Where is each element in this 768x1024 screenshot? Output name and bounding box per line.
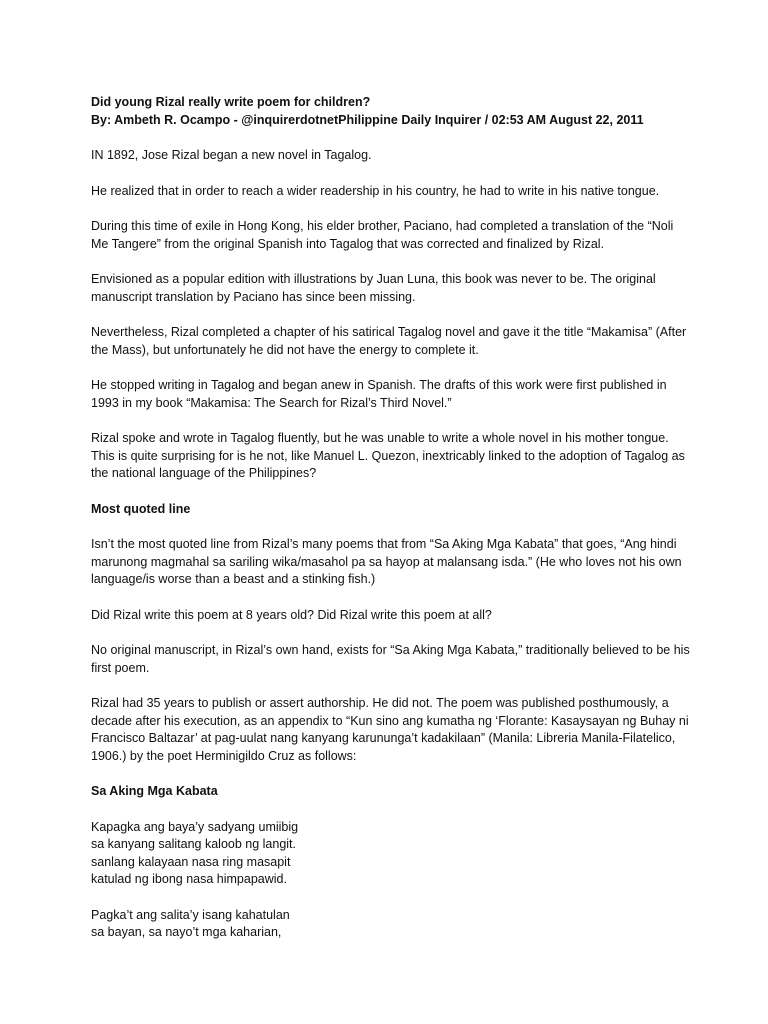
paragraph: He stopped writing in Tagalog and began anew in Spanish. The drafts of this work were first published in 1993 in my book “Makamisa: The Search for Rizal’s Third Novel.” [91,378,667,410]
paragraph: He realized that in order to reach a wider readership in his country, he had to write in his native tongue. [91,183,660,198]
paragraph: Nevertheless, Rizal completed a chapter of his satirical Tagalog novel and gave it the title “Makamisa” (After the Mass), but unfortunately he did not have the energy to complete it. [91,325,687,357]
paragraph: Rizal had 35 years to publish or assert authorship. He did not. The poem was published posthumously, a decade after his execution, as an appendix to “Kun sino ang kumatha ng ‘Florante: Kasaysayan ng Buhay ni Francisco Baltazar’ at pag-uulat nang kanyang karununga’t kadakilaan” (Manila: Libreria Manila-Filatelico, 1906.) by the poet Herminigildo Cruz as follows: [91,696,689,763]
poem-line: sanlang kalayaan nasa ring masapit [91,854,291,869]
paragraph: During this time of exile in Hong Kong, his elder brother, Paciano, had completed a translation of the “Noli Me Tangere” from the original Spanish into Tagalog that was corrected and finalized by Rizal. [91,219,674,251]
poem-line: sa bayan, sa nayo’t mga kaharian, [91,925,282,939]
poem-title: Sa Aking Mga Kabata [91,784,218,798]
poem-line: Pagka’t ang salita’y isang kahatulan [91,907,290,922]
poem-line: sa kanyang salitang kaloob ng langit. [91,837,297,851]
paragraph: Envisioned as a popular edition with illustrations by Juan Luna, this book was never to be. The original manuscript translation by Paciano has since been missing. [91,272,656,304]
document-page [91,94,691,960]
paragraph: Did Rizal write this poem at 8 years old? Did Rizal write this poem at all? [91,607,492,622]
poem-stanza [91,907,691,942]
poem-stanza [91,819,691,889]
article-title: Did young Rizal really write poem for children? [91,95,371,109]
poem-line: katulad ng ibong nasa himpapawid. [91,872,287,886]
poem-line: Kapagka ang baya’y sadyang umiibig [91,819,299,834]
section-heading-most-quoted-line: Most quoted line [91,501,191,516]
article-header [91,94,691,129]
paragraph: Rizal spoke and wrote in Tagalog fluently, but he was unable to write a whole novel in his mother tongue. This is quite surprising for is he not, like Manuel L. Quezon, inextricably linked to the adoption of Tagalog as the national language of the Philippines? [91,431,685,480]
article-byline: By: Ambeth R. Ocampo - @inquirerdotnetPhilippine Daily Inquirer / 02:53 AM August 22, 2011 [91,112,644,127]
paragraph: Isn’t the most quoted line from Rizal’s many poems that from “Sa Aking Mga Kabata” that goes, “Ang hindi marunong magmahal sa sariling wika/masahol pa sa hayop at malansang isda.” (He who loves not his own language/is worse than a beast and a stinking fish.) [91,537,682,586]
paragraph: No original manuscript, in Rizal’s own hand, exists for “Sa Aking Mga Kabata,” traditionally believed to be his first poem. [91,643,690,675]
paragraph: IN 1892, Jose Rizal began a new novel in Tagalog. [91,148,372,162]
